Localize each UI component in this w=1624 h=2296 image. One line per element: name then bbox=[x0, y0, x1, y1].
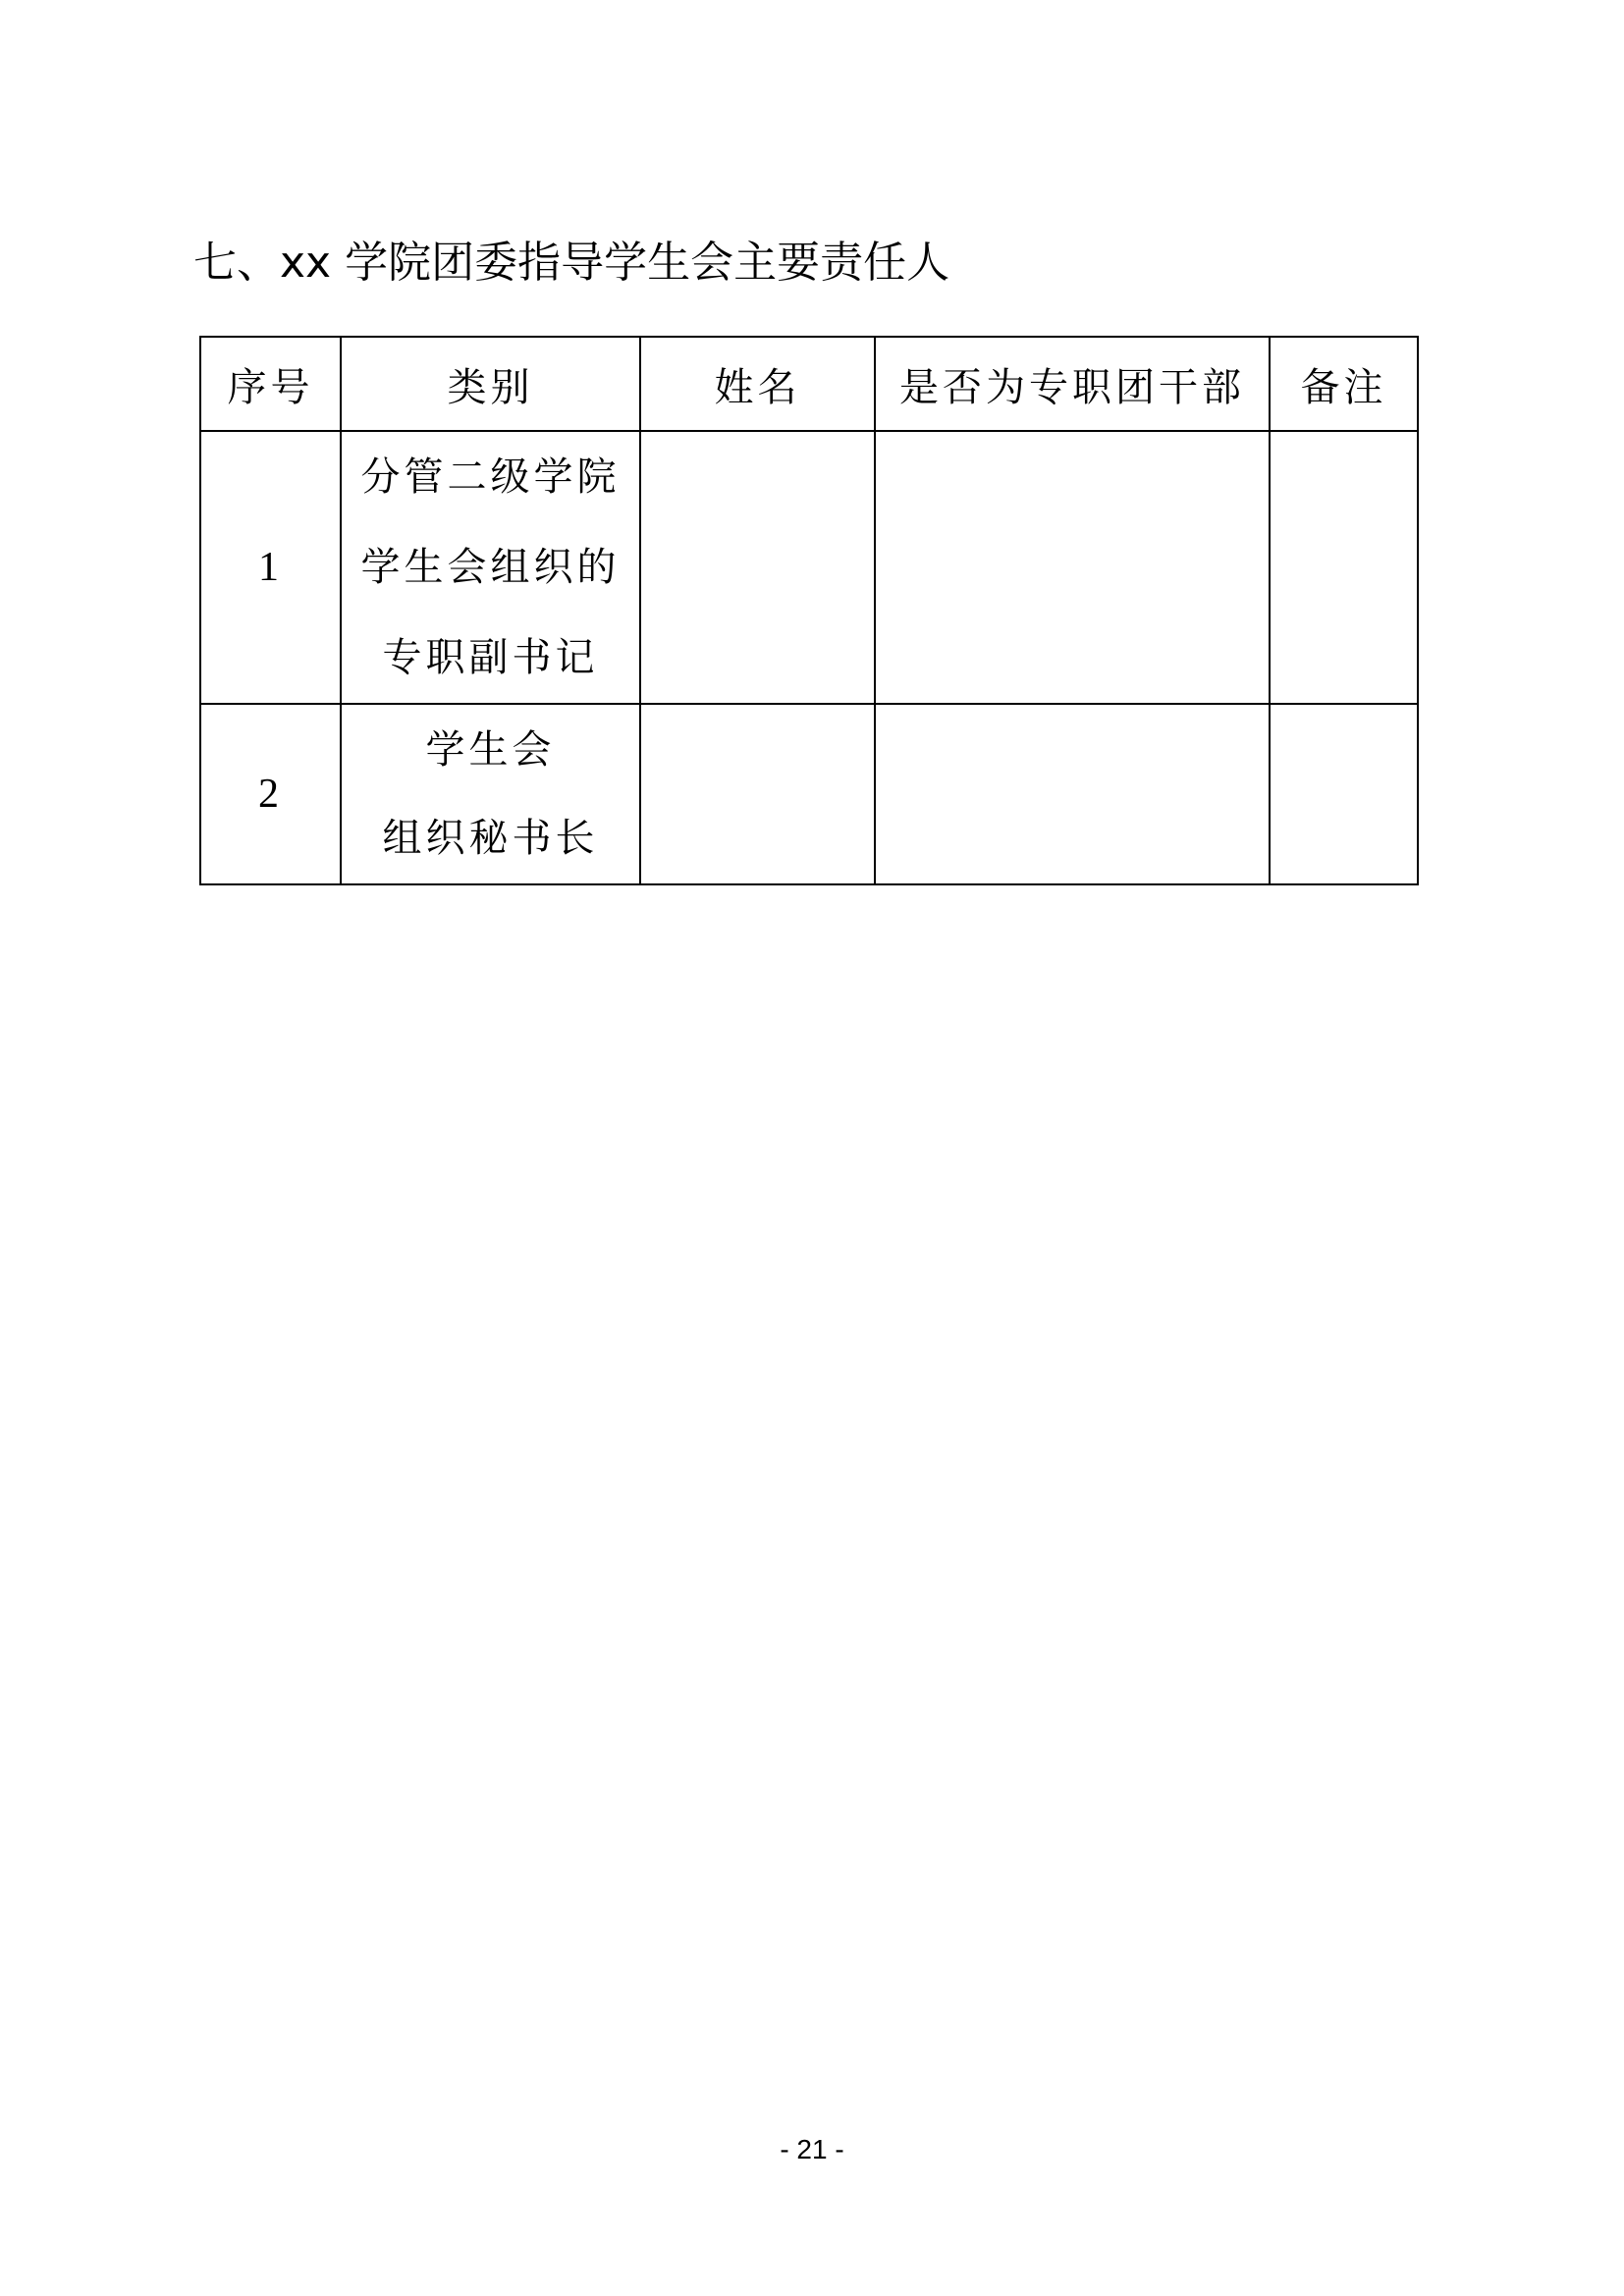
category-line: 学生会组织的 bbox=[360, 545, 621, 590]
cell-is-fulltime bbox=[875, 431, 1270, 704]
cell-category bbox=[341, 431, 640, 704]
category-line: 专职副书记 bbox=[382, 635, 599, 680]
header-is-fulltime: 是否为专职团干部 bbox=[875, 337, 1270, 431]
table-row bbox=[200, 704, 1418, 884]
header-remark: 备注 bbox=[1270, 337, 1418, 431]
responsible-persons-table bbox=[199, 336, 1419, 885]
header-name: 姓名 bbox=[640, 337, 875, 431]
header-category: 类别 bbox=[341, 337, 640, 431]
cell-name bbox=[640, 704, 875, 884]
table-header-row bbox=[200, 337, 1418, 431]
cell-is-fulltime bbox=[875, 704, 1270, 884]
cell-seq: 2 bbox=[200, 704, 341, 884]
cell-name bbox=[640, 431, 875, 704]
page-number: - 21 - bbox=[780, 2134, 844, 2164]
cell-seq: 1 bbox=[200, 431, 341, 704]
cell-remark bbox=[1270, 704, 1418, 884]
cell-category bbox=[341, 704, 640, 884]
header-seq: 序号 bbox=[200, 337, 341, 431]
category-line: 学生会 bbox=[425, 727, 556, 773]
table-row bbox=[200, 431, 1418, 704]
category-line: 分管二级学院 bbox=[360, 454, 621, 500]
cell-remark bbox=[1270, 431, 1418, 704]
page-title: 七、xx 学院团委指导学生会主要责任人 bbox=[193, 238, 950, 288]
category-line: 组织秘书长 bbox=[382, 816, 599, 861]
